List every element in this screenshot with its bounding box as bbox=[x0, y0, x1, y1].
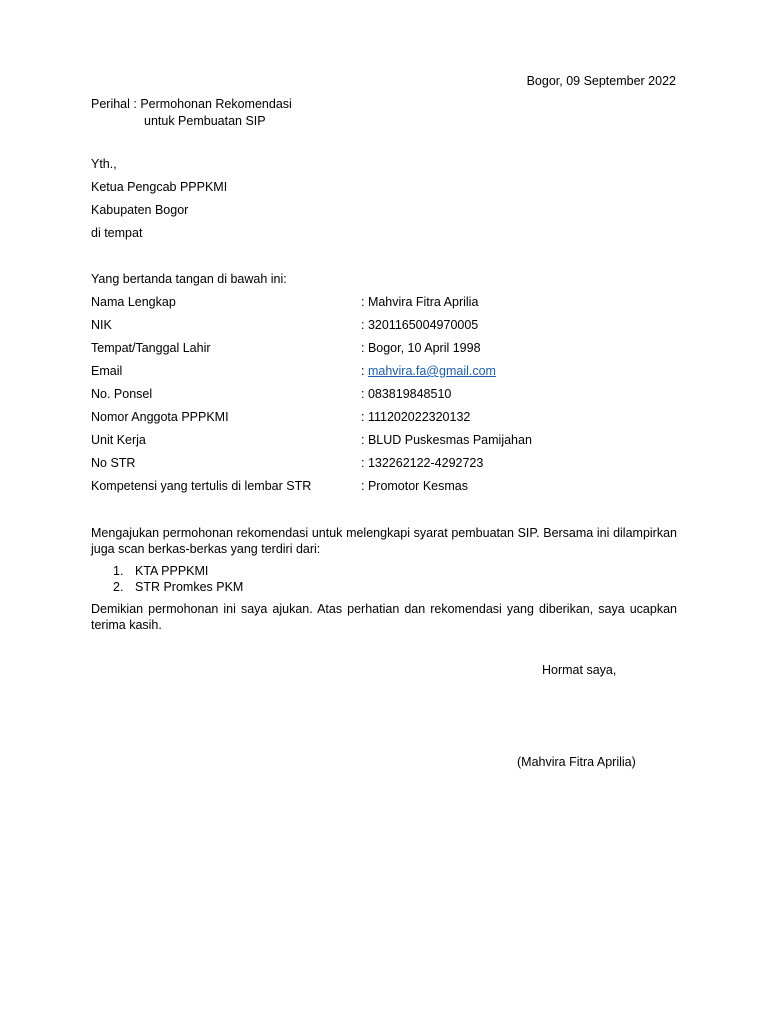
closing-paragraph: Demikian permohonan ini saya ajukan. Atas perhatian dan rekomendasi yang diberikan, saya ucapkan terima kasih. bbox=[91, 602, 677, 632]
list-number: 2. bbox=[113, 580, 124, 594]
field-row-unit bbox=[91, 432, 681, 455]
field-label: Tempat/Tanggal Lahir bbox=[91, 341, 211, 355]
field-value: : 3201165004970005 bbox=[361, 318, 479, 332]
field-value: : 111202022320132 bbox=[361, 410, 471, 424]
field-row-phone bbox=[91, 386, 681, 409]
field-label: Kompetensi yang tertulis di lembar STR bbox=[91, 479, 312, 493]
signature-name: (Mahvira Fitra Aprilia) bbox=[517, 755, 636, 769]
field-label: Nomor Anggota PPPKMI bbox=[91, 410, 229, 424]
subject-block bbox=[91, 96, 292, 130]
request-paragraph: Mengajukan permohonan rekomendasi untuk melengkapi syarat pembuatan SIP. Bersama ini dilampirkan juga scan berkas-berkas yang terdiri dari: bbox=[91, 526, 677, 556]
subject-line-1: Perihal : Permohonan Rekomendasi bbox=[91, 97, 292, 111]
field-row-birth bbox=[91, 340, 681, 363]
field-value: : Mahvira Fitra Aprilia bbox=[361, 295, 479, 309]
field-label: Unit Kerja bbox=[91, 433, 146, 447]
recipient-region: Kabupaten Bogor bbox=[91, 203, 189, 217]
field-value: : BLUD Puskesmas Pamijahan bbox=[361, 433, 532, 447]
list-text: STR Promkes PKM bbox=[135, 580, 244, 594]
field-value: : 083819848510 bbox=[361, 387, 452, 401]
field-colon: : bbox=[361, 364, 368, 378]
closing-salutation: Hormat saya, bbox=[542, 663, 617, 677]
field-row-str bbox=[91, 455, 681, 478]
list-item bbox=[113, 563, 243, 579]
field-label: Nama Lengkap bbox=[91, 295, 176, 309]
list-item bbox=[113, 579, 243, 595]
intro-text: Yang bertanda tangan di bawah ini: bbox=[91, 272, 287, 286]
list-text: KTA PPPKMI bbox=[135, 564, 209, 578]
field-row-member bbox=[91, 409, 681, 432]
field-row-email bbox=[91, 363, 681, 386]
attachment-list bbox=[113, 563, 243, 595]
recipient-greeting: Yth., bbox=[91, 157, 117, 171]
field-row-name bbox=[91, 294, 681, 317]
recipient-place: di tempat bbox=[91, 226, 143, 240]
recipient-name: Ketua Pengcab PPPKMI bbox=[91, 180, 228, 194]
field-label: NIK bbox=[91, 318, 112, 332]
field-value: : Bogor, 10 April 1998 bbox=[361, 341, 481, 355]
subject-line-2: untuk Pembuatan SIP bbox=[144, 113, 266, 128]
letter-date: Bogor, 09 September 2022 bbox=[526, 74, 676, 88]
field-value bbox=[361, 363, 681, 380]
identity-fields bbox=[91, 294, 681, 501]
list-number: 1. bbox=[113, 564, 124, 578]
field-label: Email bbox=[91, 364, 123, 378]
field-row-competency bbox=[91, 478, 681, 501]
email-link[interactable]: mahvira.fa@gmail.com bbox=[367, 364, 496, 378]
field-value: : 132262122-4292723 bbox=[361, 456, 484, 470]
field-label: No STR bbox=[91, 456, 136, 470]
field-label: No. Ponsel bbox=[91, 387, 153, 401]
field-row-nik bbox=[91, 317, 681, 340]
field-value: : Promotor Kesmas bbox=[361, 479, 468, 493]
